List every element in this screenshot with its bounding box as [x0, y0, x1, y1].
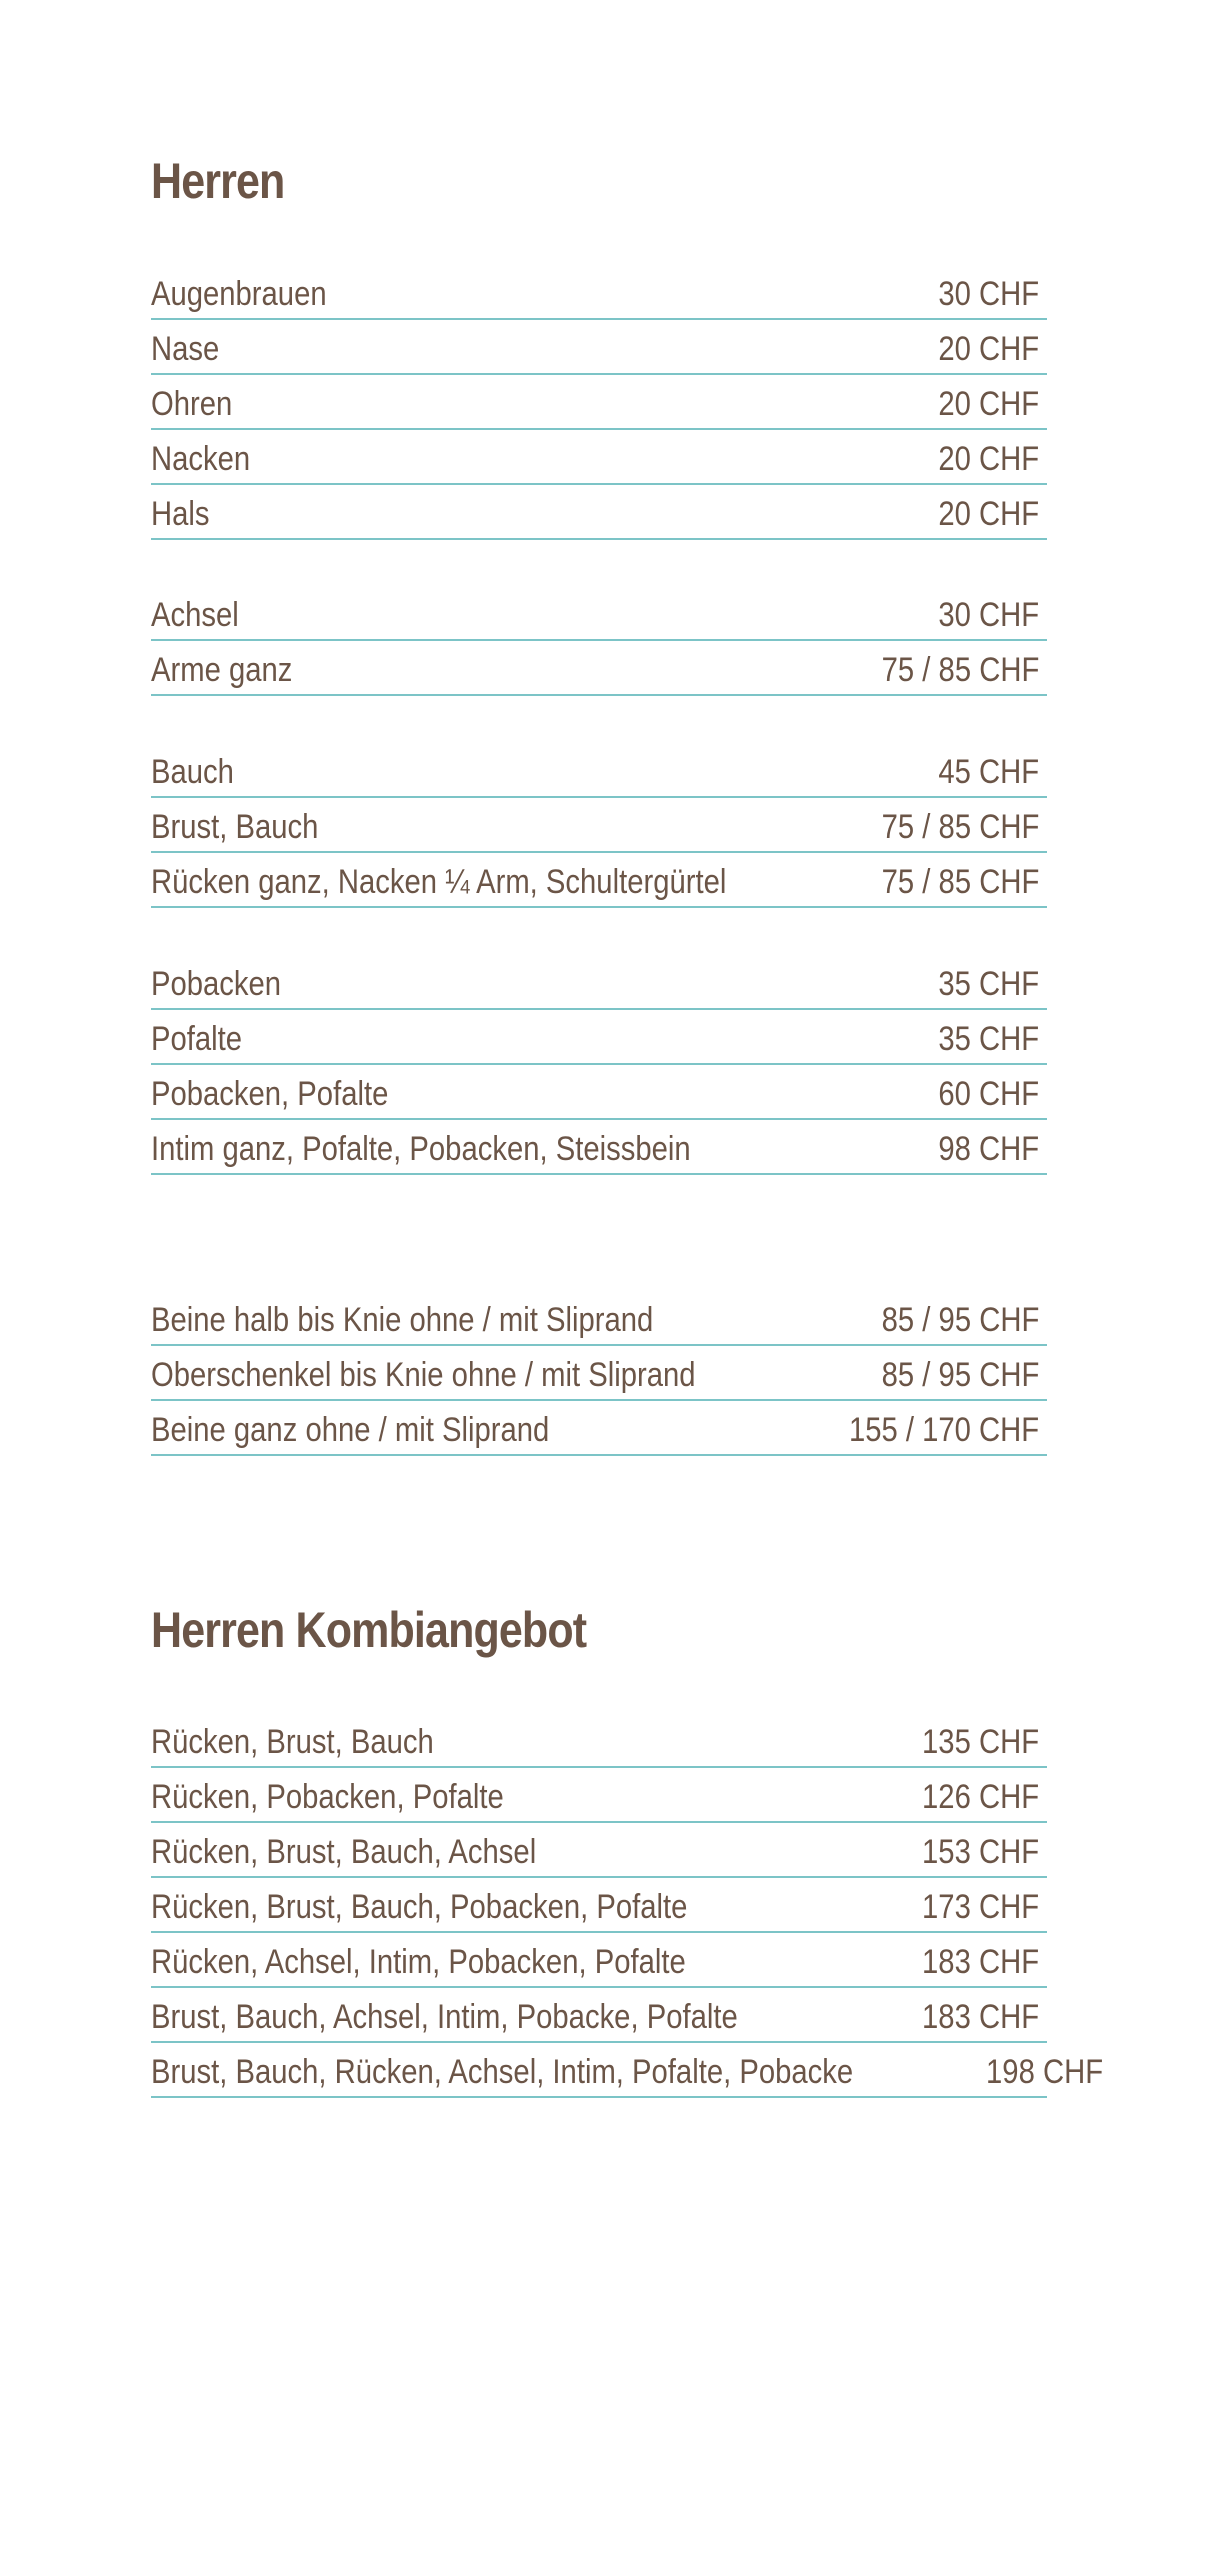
price-row [151, 1065, 1047, 1120]
item-price: 198 CHF [986, 2053, 1104, 2091]
item-label: Ohren [151, 385, 233, 423]
price-row [151, 1346, 1047, 1401]
item-label: Rücken, Brust, Bauch [151, 1723, 434, 1761]
item-label: Rücken ganz, Nacken ¼ Arm, Schultergürtel [151, 863, 727, 901]
item-price: 75 / 85 CHF [881, 863, 1039, 901]
item-price: 98 CHF [938, 1130, 1039, 1168]
price-row [151, 1823, 1047, 1878]
price-row [151, 485, 1047, 540]
item-label: Achsel [151, 596, 239, 634]
item-price: 20 CHF [938, 330, 1039, 368]
kombi-section-header [151, 1595, 1047, 1665]
herren-group-arms [151, 586, 1047, 696]
item-label: Rücken, Brust, Bauch, Achsel [151, 1833, 537, 1871]
item-price: 20 CHF [938, 495, 1039, 533]
price-row [151, 375, 1047, 430]
herren-title: Herren [151, 153, 285, 209]
item-price: 85 / 95 CHF [881, 1301, 1039, 1339]
kombi-list [151, 1713, 1104, 2098]
price-row [151, 1933, 1047, 1988]
item-price: 20 CHF [938, 440, 1039, 478]
item-price: 30 CHF [938, 596, 1039, 634]
price-row [151, 1878, 1047, 1933]
price-row [151, 1768, 1047, 1823]
price-row [151, 798, 1047, 853]
item-label: Nacken [151, 440, 251, 478]
item-label: Oberschenkel bis Knie ohne / mit Sliprand [151, 1356, 696, 1394]
item-label: Augenbrauen [151, 275, 327, 313]
item-price: 60 CHF [938, 1075, 1039, 1113]
price-row [151, 1120, 1047, 1175]
price-row [151, 586, 1047, 641]
item-label: Pobacken, Pofalte [151, 1075, 389, 1113]
item-price: 173 CHF [921, 1888, 1039, 1926]
item-price: 45 CHF [938, 753, 1039, 791]
price-row [151, 1988, 1047, 2043]
item-price: 183 CHF [921, 1998, 1039, 2036]
price-row [151, 265, 1047, 320]
item-label: Hals [151, 495, 210, 533]
herren-group-torso [151, 743, 1047, 908]
item-price: 85 / 95 CHF [881, 1356, 1039, 1394]
price-row [151, 1713, 1047, 1768]
item-price: 35 CHF [938, 965, 1039, 1003]
price-row [151, 743, 1047, 798]
item-label: Rücken, Brust, Bauch, Pobacken, Pofalte [151, 1888, 688, 1926]
price-row [151, 641, 1047, 696]
herren-group-intim [151, 955, 1047, 1175]
herren-group-face [151, 265, 1047, 540]
item-label: Brust, Bauch, Achsel, Intim, Pobacke, Pofalte [151, 1998, 738, 2036]
price-row [151, 853, 1047, 908]
item-label: Rücken, Pobacken, Pofalte [151, 1778, 504, 1816]
price-row [151, 430, 1047, 485]
herren-section-header [151, 146, 1047, 216]
item-price: 135 CHF [921, 1723, 1039, 1761]
item-label: Rücken, Achsel, Intim, Pobacken, Pofalte [151, 1943, 686, 1981]
herren-group-legs [151, 1291, 1047, 1456]
item-label: Pobacken [151, 965, 282, 1003]
item-label: Intim ganz, Pofalte, Pobacken, Steissbein [151, 1130, 691, 1168]
item-price: 20 CHF [938, 385, 1039, 423]
item-price: 153 CHF [921, 1833, 1039, 1871]
price-row [151, 2043, 1104, 2098]
item-price: 126 CHF [921, 1778, 1039, 1816]
price-row [151, 1291, 1047, 1346]
item-price: 183 CHF [921, 1943, 1039, 1981]
price-row [151, 320, 1047, 375]
price-row [151, 1401, 1047, 1456]
item-label: Bauch [151, 753, 234, 791]
item-label: Arme ganz [151, 651, 293, 689]
item-label: Brust, Bauch [151, 808, 319, 846]
item-price: 75 / 85 CHF [881, 808, 1039, 846]
item-price: 35 CHF [938, 1020, 1039, 1058]
item-label: Beine ganz ohne / mit Sliprand [151, 1411, 550, 1449]
item-label: Beine halb bis Knie ohne / mit Sliprand [151, 1301, 654, 1339]
item-label: Brust, Bauch, Rücken, Achsel, Intim, Pofalte, Pobacke [151, 2053, 854, 2091]
item-label: Pofalte [151, 1020, 243, 1058]
item-label: Nase [151, 330, 220, 368]
item-price: 75 / 85 CHF [881, 651, 1039, 689]
item-price: 30 CHF [938, 275, 1039, 313]
kombi-title: Herren Kombiangebot [151, 1602, 587, 1658]
item-price: 155 / 170 CHF [848, 1411, 1039, 1449]
price-row [151, 955, 1047, 1010]
price-row [151, 1010, 1047, 1065]
